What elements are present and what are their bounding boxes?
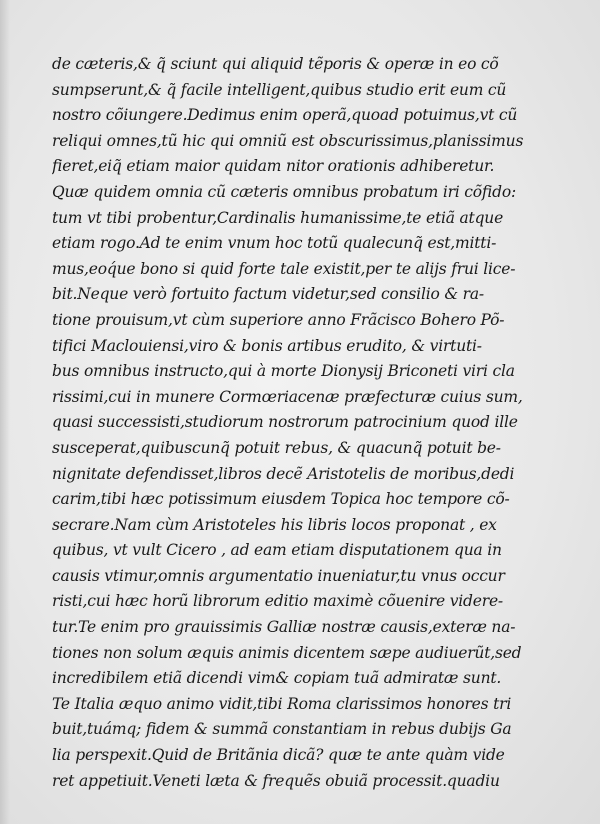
- text-line: quibus, vt vult Cicero , ad eam etiam disputationem qua in: [52, 541, 502, 560]
- text-line: secrare.Nam cùm Aristoteles his libris locos proponat , ex: [52, 515, 497, 534]
- text-line: risti,cui hæc horũ librorum editio maximè cõuenire videre-: [52, 592, 503, 611]
- text-line: causis vtimur,omnis argumentatio inueniatur,tu vnus occur: [52, 566, 505, 585]
- text-line: rissimi,cui in munere Cormœriacenæ præfecturæ cuius sum,: [52, 387, 523, 406]
- latin-text-block: [52, 52, 552, 794]
- text-line: buit,tuámq; fidem & summã constantiam in rebus dubijs Ga: [52, 720, 512, 739]
- text-line: nignitate defendisset,libros decẽ Aristotelis de moribus,dedi: [52, 464, 515, 483]
- text-line: reliqui omnes,tũ hic qui omniũ est obscurissimus,planissimus: [52, 131, 524, 150]
- text-line: bus omnibus instructo,qui à morte Dionysij Briconeti viri cla: [52, 362, 515, 381]
- text-line: Te Italia æquo animo vidit,tibi Roma clarissimos honores tri: [52, 694, 512, 713]
- text-line: Quæ quidem omnia cũ cæteris omnibus probatum iri cõfido:: [52, 182, 517, 201]
- text-line: fieret,eiq̃ etiam maior quidam nitor orationis adhiberetur.: [52, 157, 495, 176]
- text-line: ret appetiuit.Veneti læta & frequẽs obuiã processit.quadiu: [52, 771, 500, 790]
- text-line: tione prouisum,vt cùm superiore anno Frãcisco Bohero Põ-: [52, 310, 505, 329]
- text-line: tur.Te enim pro grauissimis Galliæ nostræ causis,exteræ na-: [52, 618, 516, 637]
- text-line: de cæteris,& q̃ sciunt qui aliquid tẽporis & operæ in eo cõ: [52, 55, 499, 73]
- text-line: tiones non solum æquis animis dicentem sæpe audiuerũt,sed: [52, 643, 522, 662]
- text-line: tum vt tibi probentur,Cardinalis humanissime,te etiã atque: [52, 208, 504, 227]
- text-line: carim,tibi hæc potissimum eiusdem Topica hoc tempore cõ-: [52, 490, 510, 509]
- page-fold-shadow: [0, 0, 10, 824]
- text-line: susceperat,quibuscunq̃ potuit rebus, & quacunq̃ potuit be-: [52, 438, 501, 457]
- text-line: nostro cõiungere.Dedimus enim operã,quoad potuimus,vt cũ: [52, 106, 518, 125]
- text-line: bit.Neque verò fortuito factum videtur,sed consilio & ra-: [52, 285, 484, 304]
- text-line: quasi successisti,studiorum nostrorum patrocinium quod ille: [52, 413, 518, 432]
- text-line: sumpserunt,& q̃ facile intelligent,quibus studio erit eum cũ: [52, 80, 507, 99]
- text-line: tifici Maclouiensi,viro & bonis artibus erudito, & virtuti-: [52, 336, 482, 355]
- text-line: lia perspexit.Quid de Britãnia dicã? quæ te ante quàm vide: [52, 746, 505, 765]
- text-line: mus,eoq́ue bono si quid forte tale existit,per te alijs frui lice-: [52, 259, 516, 278]
- text-line: incredibilem etiã dicendi vim& copiam tuã admiratæ sunt.: [52, 669, 502, 688]
- text-line: etiam rogo.Ad te enim vnum hoc totũ qualecunq̃ est,mitti-: [52, 234, 497, 253]
